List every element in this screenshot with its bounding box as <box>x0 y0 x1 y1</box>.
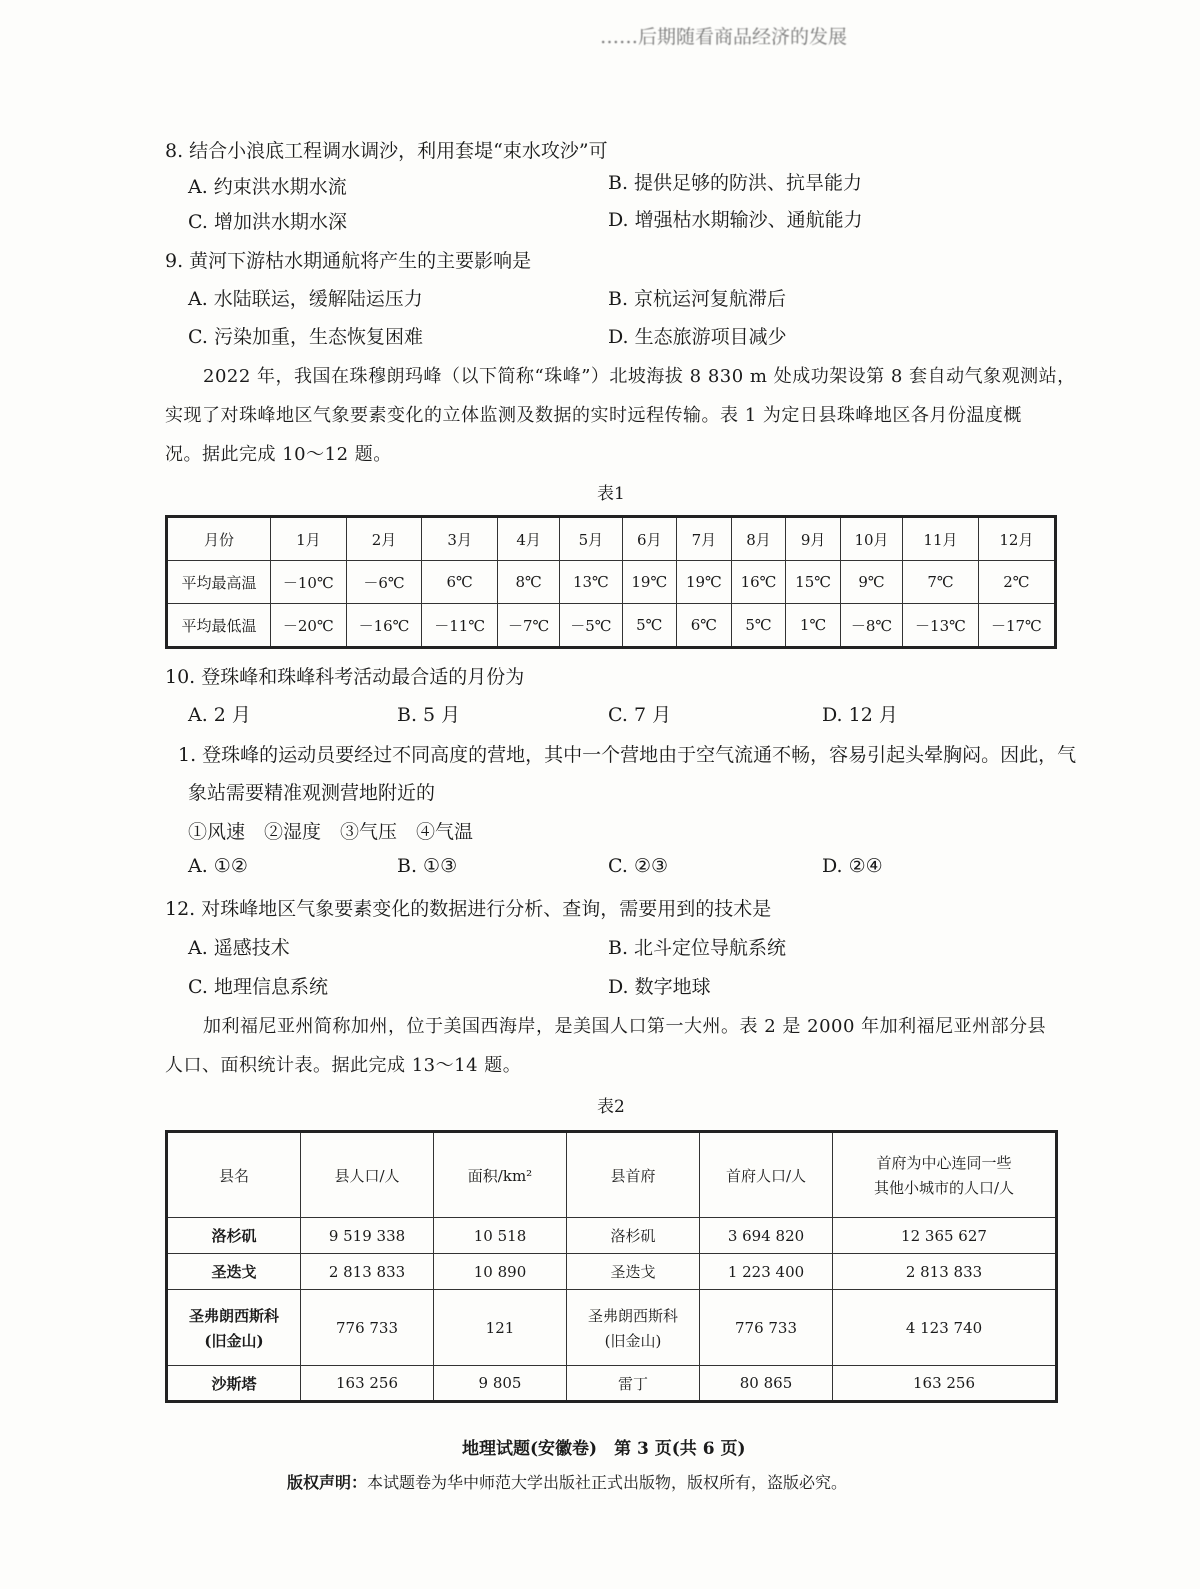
table-cell: 1℃ <box>786 604 841 648</box>
question-11-option-a: A. ①② <box>188 855 248 877</box>
table-row <box>167 517 1056 561</box>
table-cell: 6℃ <box>422 561 498 604</box>
cell-line: 圣弗朗西斯科 <box>587 1306 678 1325</box>
table-cell: 121 <box>434 1290 567 1366</box>
table-cell <box>167 1290 301 1366</box>
table-cell: 洛杉矶 <box>567 1218 700 1254</box>
table-cell: 雷丁 <box>567 1366 700 1402</box>
table-row <box>167 1218 1057 1254</box>
question-10-option-c: C. 7 月 <box>608 704 672 726</box>
table-cell: 5℃ <box>622 604 677 648</box>
month-cell: 1月 <box>271 517 347 561</box>
month-cell: 6月 <box>622 517 677 561</box>
table-header-cell: 县名 <box>167 1132 301 1218</box>
table-cell: 圣迭戈 <box>167 1254 301 1290</box>
question-11-stem-line-1: 1. 登珠峰的运动员要经过不同高度的营地，其中一个营地由于空气流通不畅，容易引起头晕胸闷。因此，气 <box>178 744 1077 766</box>
month-cell: 3月 <box>422 517 498 561</box>
question-8-option-c: C. 增加洪水期水深 <box>188 211 347 233</box>
month-cell: 4月 <box>498 517 560 561</box>
header-fragment: ……后期随看商品经济的发展 <box>600 26 848 48</box>
table-1-caption: 表1 <box>597 484 625 504</box>
passage-1-line-1: 2022 年，我国在珠穆朗玛峰（以下简称“珠峰”）北坡海拔 8 830 m 处成功架设第 8 套自动气象观测站， <box>203 366 1076 387</box>
month-cell: 2月 <box>346 517 422 561</box>
table-row <box>167 1290 1057 1366</box>
table-2-caption: 表2 <box>597 1097 625 1117</box>
row-label: 平均最低温 <box>167 604 271 648</box>
table-row <box>167 561 1056 604</box>
table-cell: 776 733 <box>301 1290 434 1366</box>
table-cell: 8℃ <box>498 561 560 604</box>
table-cell: －13℃ <box>903 604 979 648</box>
question-12-option-c: C. 地理信息系统 <box>188 976 328 998</box>
table-cell: －10℃ <box>271 561 347 604</box>
table-row <box>167 604 1056 648</box>
table-cell: 6℃ <box>677 604 732 648</box>
month-cell: 10月 <box>840 517 902 561</box>
temperature-table <box>165 515 1057 649</box>
table-header-cell: 面积/km² <box>434 1132 567 1218</box>
table-header-cell: 县人口/人 <box>301 1132 434 1218</box>
cell-line: 圣弗朗西斯科 <box>188 1306 279 1325</box>
table-cell: 3 694 820 <box>700 1218 833 1254</box>
page-footer: 地理试题(安徽卷) 第 3 页(共 6 页) <box>462 1439 746 1459</box>
table-cell: 13℃ <box>560 561 622 604</box>
table-cell: 圣迭戈 <box>567 1254 700 1290</box>
table-cell: 洛杉矶 <box>167 1218 301 1254</box>
question-9-option-a: A. 水陆联运，缓解陆运压力 <box>188 288 423 310</box>
cell-line: (旧金山) <box>604 1331 662 1350</box>
question-8-option-a: A. 约束洪水期水流 <box>188 176 347 198</box>
copyright-label: 版权声明： <box>287 1473 368 1492</box>
table-cell: －20℃ <box>271 604 347 648</box>
table-cell: 9 519 338 <box>301 1218 434 1254</box>
copyright-notice <box>287 1470 847 1493</box>
question-8-stem: 8. 结合小浪底工程调水调沙，利用套堤“束水攻沙”可 <box>165 140 608 162</box>
table-cell: －6℃ <box>346 561 422 604</box>
question-12-option-a: A. 遥感技术 <box>188 937 290 959</box>
question-10-stem: 10. 登珠峰和珠峰科考活动最合适的月份为 <box>165 666 525 688</box>
table-cell: －11℃ <box>422 604 498 648</box>
table-cell: 9 805 <box>434 1366 567 1402</box>
question-10-option-a: A. 2 月 <box>188 704 251 726</box>
passage-2-line-2: 人口、面积统计表。据此完成 13～14 题。 <box>165 1055 522 1076</box>
table-header-cell: 月份 <box>167 517 271 561</box>
table-row <box>167 1366 1057 1402</box>
row-label: 平均最高温 <box>167 561 271 604</box>
passage-1-line-2: 实现了对珠峰地区气象要素变化的立体监测及数据的实时远程传输。表 1 为定日县珠峰地区各月份温度概 <box>165 405 1022 426</box>
question-12-stem: 12. 对珠峰地区气象要素变化的数据进行分析、查询，需要用到的技术是 <box>165 898 772 920</box>
table-cell: 4 123 740 <box>833 1290 1057 1366</box>
question-9-option-b: B. 京杭运河复航滞后 <box>608 288 787 310</box>
table-cell: 10 890 <box>434 1254 567 1290</box>
month-cell: 8月 <box>731 517 786 561</box>
table-cell: 2 813 833 <box>301 1254 434 1290</box>
table-cell: 10 518 <box>434 1218 567 1254</box>
population-table <box>165 1130 1058 1403</box>
table-cell: 776 733 <box>700 1290 833 1366</box>
table-cell: 沙斯塔 <box>167 1366 301 1402</box>
table-cell: 12 365 627 <box>833 1218 1057 1254</box>
table-cell: 9℃ <box>840 561 902 604</box>
question-8-option-b: B. 提供足够的防洪、抗旱能力 <box>608 172 863 194</box>
passage-2-line-1: 加利福尼亚州简称加州，位于美国西海岸，是美国人口第一大州。表 2 是 2000 年加利福尼亚州部分县 <box>203 1016 1047 1037</box>
table-cell: －7℃ <box>498 604 560 648</box>
table-cell: －16℃ <box>346 604 422 648</box>
month-cell: 7月 <box>677 517 732 561</box>
table-cell: 2 813 833 <box>833 1254 1057 1290</box>
question-11-option-d: D. ②④ <box>822 855 883 877</box>
table-cell: 80 865 <box>700 1366 833 1402</box>
question-10-option-b: B. 5 月 <box>397 704 461 726</box>
passage-1-line-3: 况。据此完成 10～12 题。 <box>165 444 392 465</box>
cell-line: (旧金山) <box>204 1331 264 1350</box>
header-line: 其他小城市的人口/人 <box>873 1179 1015 1197</box>
table-header-cell: 首府人口/人 <box>700 1132 833 1218</box>
table-header-cell <box>833 1132 1057 1218</box>
table-cell: 15℃ <box>786 561 841 604</box>
table-row <box>167 1254 1057 1290</box>
table-cell: 5℃ <box>731 604 786 648</box>
table-cell: －8℃ <box>840 604 902 648</box>
question-12-option-b: B. 北斗定位导航系统 <box>608 937 787 959</box>
table-header-cell: 县首府 <box>567 1132 700 1218</box>
table-cell: 7℃ <box>903 561 979 604</box>
question-9-option-c: C. 污染加重，生态恢复困难 <box>188 326 423 348</box>
question-9-stem: 9. 黄河下游枯水期通航将产生的主要影响是 <box>165 250 532 272</box>
month-cell: 11月 <box>903 517 979 561</box>
question-12-option-d: D. 数字地球 <box>608 976 711 998</box>
header-line: 首府为中心连同一些 <box>876 1154 1012 1172</box>
table-cell: 163 256 <box>301 1366 434 1402</box>
question-11-items: ①风速 ②湿度 ③气压 ④气温 <box>188 821 474 843</box>
table-cell: 163 256 <box>833 1366 1057 1402</box>
month-cell: 12月 <box>978 517 1055 561</box>
question-9-option-d: D. 生态旅游项目减少 <box>608 326 787 348</box>
month-cell: 9月 <box>786 517 841 561</box>
question-11-option-b: B. ①③ <box>397 855 458 877</box>
table-row <box>167 1132 1057 1218</box>
copyright-text: 本试题卷为华中师范大学出版社正式出版物，版权所有，盗版必究。 <box>367 1473 848 1492</box>
table-cell: 19℃ <box>677 561 732 604</box>
table-cell <box>567 1290 700 1366</box>
question-11-stem-line-2: 象站需要精准观测营地附近的 <box>188 782 436 804</box>
table-cell: 1 223 400 <box>700 1254 833 1290</box>
table-cell: 2℃ <box>978 561 1055 604</box>
question-10-option-d: D. 12 月 <box>822 704 898 726</box>
table-cell: 16℃ <box>731 561 786 604</box>
question-11-option-c: C. ②③ <box>608 855 669 877</box>
question-8-option-d: D. 增强枯水期输沙、通航能力 <box>608 209 863 231</box>
table-cell: －17℃ <box>978 604 1055 648</box>
table-cell: 19℃ <box>622 561 677 604</box>
month-cell: 5月 <box>560 517 622 561</box>
table-cell: －5℃ <box>560 604 622 648</box>
